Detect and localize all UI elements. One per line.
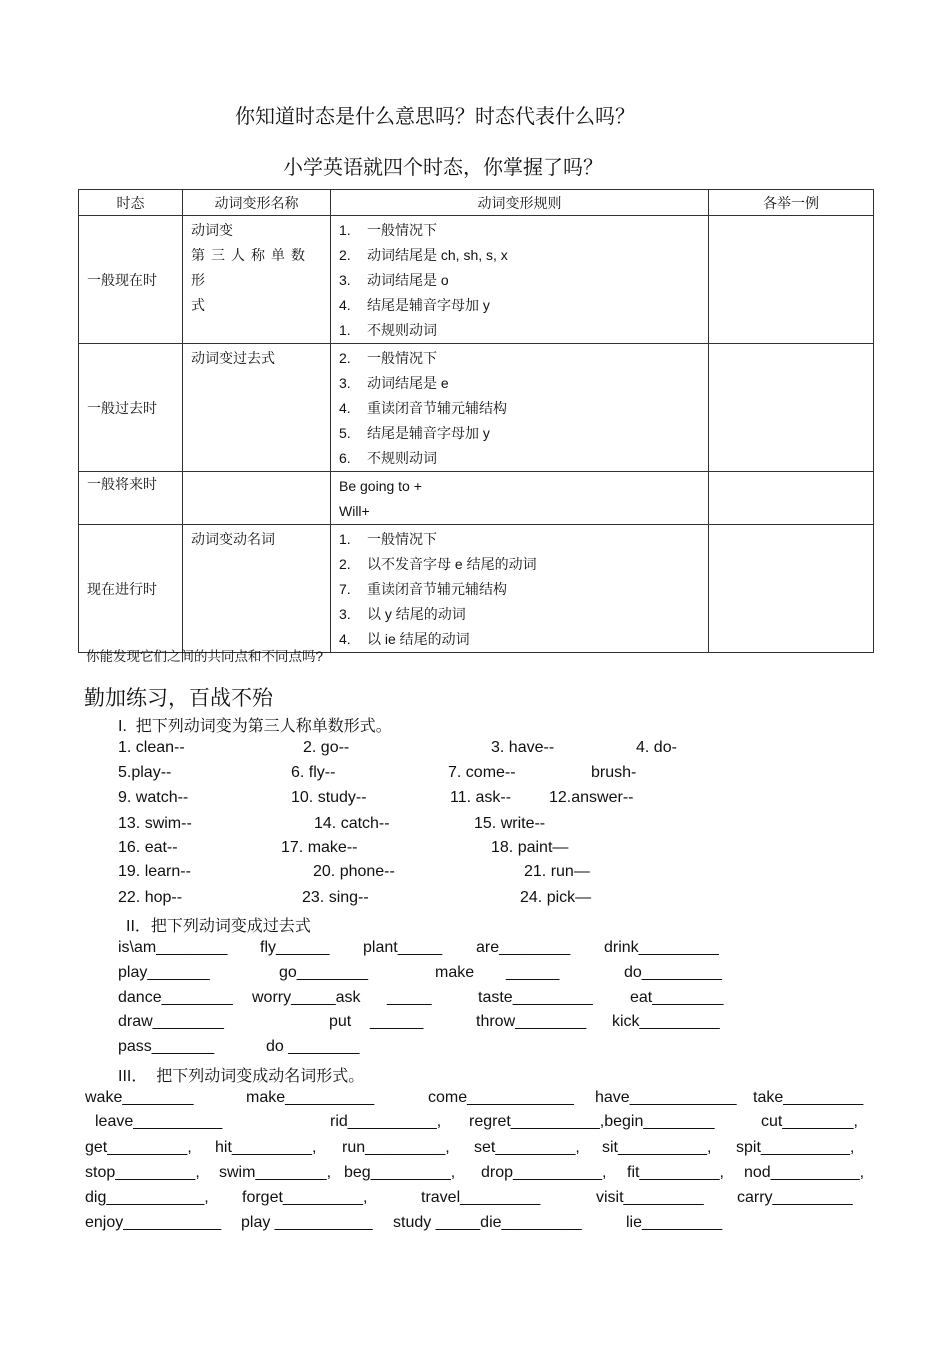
- tense-cell: 一般将来时: [79, 472, 183, 525]
- example-cell: [709, 344, 874, 472]
- rule-item: 2. 以不发音字母 e 结尾的动词: [339, 556, 537, 572]
- exercise-item: 18. paint—: [491, 839, 569, 856]
- rule-item: 1. 不规则动词: [339, 322, 437, 338]
- exercise-item: fit_________,: [627, 1164, 724, 1181]
- rule-item: 7. 重读闭音节辅元辅结构: [339, 581, 507, 597]
- exercise-item: 24. pick—: [520, 889, 592, 906]
- section-2-title: II．把下列动词变成过去式: [126, 918, 311, 935]
- tense-table: [78, 189, 874, 653]
- exercise-item: regret__________,begin________: [469, 1113, 715, 1130]
- exercise-item: 22. hop--: [118, 889, 183, 906]
- exercise-item: make__________: [246, 1089, 375, 1106]
- form-name-line: 动词变动名词: [191, 531, 275, 547]
- exercise-item: cut________,: [761, 1113, 858, 1130]
- form-name-cell: [183, 472, 331, 525]
- exercise-item: come____________: [428, 1089, 574, 1106]
- exercise-item: study _____die_________: [393, 1214, 582, 1231]
- exercise-item: travel_________: [421, 1189, 541, 1206]
- exercise-item: 21. run—: [524, 863, 590, 880]
- exercise-item: drop__________,: [481, 1164, 607, 1181]
- rule-item: Will+: [339, 503, 370, 519]
- exercise-item: run_________,: [342, 1139, 450, 1156]
- form-name-line: 式: [191, 297, 205, 313]
- form-name-line: 动词变过去式: [191, 350, 275, 366]
- table-row: [79, 525, 874, 653]
- header-example: 各举一例: [709, 190, 874, 216]
- exercise-item: play ___________: [241, 1214, 373, 1231]
- exercise-item: swim________,: [219, 1164, 332, 1181]
- rule-item: 3. 动词结尾是 o: [339, 272, 449, 288]
- exercise-item: 17. make--: [281, 839, 358, 856]
- rule-item: Be going to +: [339, 478, 422, 494]
- exercise-item: 6. fly--: [291, 764, 336, 781]
- exercise-item: 16. eat--: [118, 839, 178, 856]
- exercise-item: rid__________,: [330, 1113, 442, 1130]
- exercise-item: beg_________,: [344, 1164, 456, 1181]
- exercise-item: go________: [279, 964, 368, 981]
- rule-item: 4. 结尾是辅音字母加 y: [339, 297, 490, 313]
- table-row: [79, 216, 874, 344]
- exercise-item: 11. ask--: [450, 789, 512, 806]
- rule-item: 2. 一般情况下: [339, 350, 437, 366]
- rule-item: 3. 动词结尾是 e: [339, 375, 449, 391]
- form-name-cell: [183, 525, 331, 653]
- exercise-item: dig___________,: [85, 1189, 209, 1206]
- rule-item: 4. 以 ie 结尾的动词: [339, 631, 470, 647]
- exercise-item: 15. write--: [474, 815, 546, 832]
- exercise-item: wake________: [85, 1089, 194, 1106]
- rules-cell: [331, 344, 709, 472]
- exercise-item: get_________,: [85, 1139, 192, 1156]
- table-header-row: [79, 190, 874, 216]
- exercise-item: throw________: [476, 1013, 587, 1030]
- exercise-item: ______: [506, 964, 560, 981]
- exercise-item: 3. have--: [491, 739, 555, 756]
- rule-item: 1. 一般情况下: [339, 222, 437, 238]
- exercise-item: carry_________: [737, 1189, 853, 1206]
- rule-item: 5. 结尾是辅音字母加 y: [339, 425, 490, 441]
- rules-cell: [331, 525, 709, 653]
- table-row: [79, 344, 874, 472]
- exercise-item: drink_________: [604, 939, 719, 956]
- exercise-item: dance________: [118, 989, 233, 1006]
- exercise-item: 4. do-: [636, 739, 677, 756]
- exercise-item: 5.play--: [118, 764, 172, 781]
- tense-cell: 一般现在时: [79, 216, 183, 344]
- exercise-item: _____: [387, 989, 432, 1006]
- exercise-item: are________: [476, 939, 571, 956]
- exercise-item: do ________: [266, 1038, 360, 1055]
- form-name-line: 动词变: [191, 222, 233, 238]
- exercise-item: 23. sing--: [302, 889, 369, 906]
- exercise-item: forget_________,: [242, 1189, 368, 1206]
- table-row: [79, 472, 874, 525]
- exercise-item: pass_______: [118, 1038, 215, 1055]
- header-tense: 时态: [79, 190, 183, 216]
- header-rules: 动词变形规则: [331, 190, 709, 216]
- exercise-item: 10. study--: [291, 789, 367, 806]
- tense-cell: 现在进行时: [79, 525, 183, 653]
- rule-item: 1. 一般情况下: [339, 531, 437, 547]
- exercise-item: sit__________,: [602, 1139, 712, 1156]
- exercise-item: take_________: [753, 1089, 864, 1106]
- rules-cell: [331, 216, 709, 344]
- exercise-item: ______: [370, 1013, 424, 1030]
- exercise-item: brush-: [591, 764, 637, 781]
- exercise-item: eat________: [630, 989, 724, 1006]
- exercise-item: leave__________: [95, 1113, 223, 1130]
- exercise-item: 1. clean--: [118, 739, 185, 756]
- exercise-item: is\am________: [118, 939, 228, 956]
- exercise-item: hit_________,: [215, 1139, 317, 1156]
- exercise-item: kick_________: [612, 1013, 720, 1030]
- form-name-cell: [183, 216, 331, 344]
- rule-item: 4. 重读闭音节辅元辅结构: [339, 400, 507, 416]
- exercise-item: 20. phone--: [313, 863, 395, 880]
- rules-cell: [331, 472, 709, 525]
- header-form-name: 动词变形名称: [183, 190, 331, 216]
- practice-heading: 勤加练习，百战不殆: [84, 686, 273, 710]
- rule-item: 2. 动词结尾是 ch, sh, s, x: [339, 247, 508, 263]
- exercise-item: 14. catch--: [314, 815, 390, 832]
- section-1-title: I. 把下列动词变为第三人称单数形式。: [118, 718, 392, 735]
- exercise-item: fly______: [260, 939, 330, 956]
- example-cell: [709, 216, 874, 344]
- exercise-item: 13. swim--: [118, 815, 192, 832]
- example-cell: [709, 472, 874, 525]
- exercise-item: spit__________,: [736, 1139, 855, 1156]
- section-3-title: III． 把下列动词变成动名词形式。: [118, 1068, 365, 1085]
- exercise-item: set_________,: [474, 1139, 580, 1156]
- rule-item: 3. 以 y 结尾的动词: [339, 606, 466, 622]
- exercise-item: enjoy___________: [85, 1214, 222, 1231]
- example-cell: [709, 525, 874, 653]
- title-question-2: 小学英语就四个时态，你掌握了吗？: [283, 155, 603, 179]
- exercise-item: make: [435, 964, 475, 981]
- tense-cell: 一般过去时: [79, 344, 183, 472]
- exercise-item: put: [329, 1013, 352, 1030]
- title-question-1: 你知道时态是什么意思吗？时态代表什么吗？: [235, 104, 635, 128]
- form-name-line: 第三人称单数形: [191, 247, 311, 288]
- rule-item: 6. 不规则动词: [339, 450, 437, 466]
- exercise-item: 7. come--: [448, 764, 516, 781]
- exercise-item: visit_________: [596, 1189, 704, 1206]
- exercise-item: lie_________: [626, 1214, 723, 1231]
- exercise-item: 9. watch--: [118, 789, 189, 806]
- exercise-item: 2. go--: [303, 739, 350, 756]
- exercise-item: stop_________,: [85, 1164, 200, 1181]
- exercise-item: 19. learn--: [118, 863, 191, 880]
- exercise-item: nod__________,: [744, 1164, 865, 1181]
- exercise-item: plant_____: [363, 939, 443, 956]
- exercise-item: worry_____ask: [252, 989, 361, 1006]
- exercise-item: taste_________: [478, 989, 593, 1006]
- exercise-item: have____________: [595, 1089, 737, 1106]
- form-name-cell: [183, 344, 331, 472]
- exercise-item: 12.answer--: [549, 789, 634, 806]
- exercise-item: draw________: [118, 1013, 224, 1030]
- exercise-item: play_______: [118, 964, 210, 981]
- table-note: 你能发现它们之间的共同点和不同点吗?: [86, 649, 324, 664]
- exercise-item: do_________: [624, 964, 722, 981]
